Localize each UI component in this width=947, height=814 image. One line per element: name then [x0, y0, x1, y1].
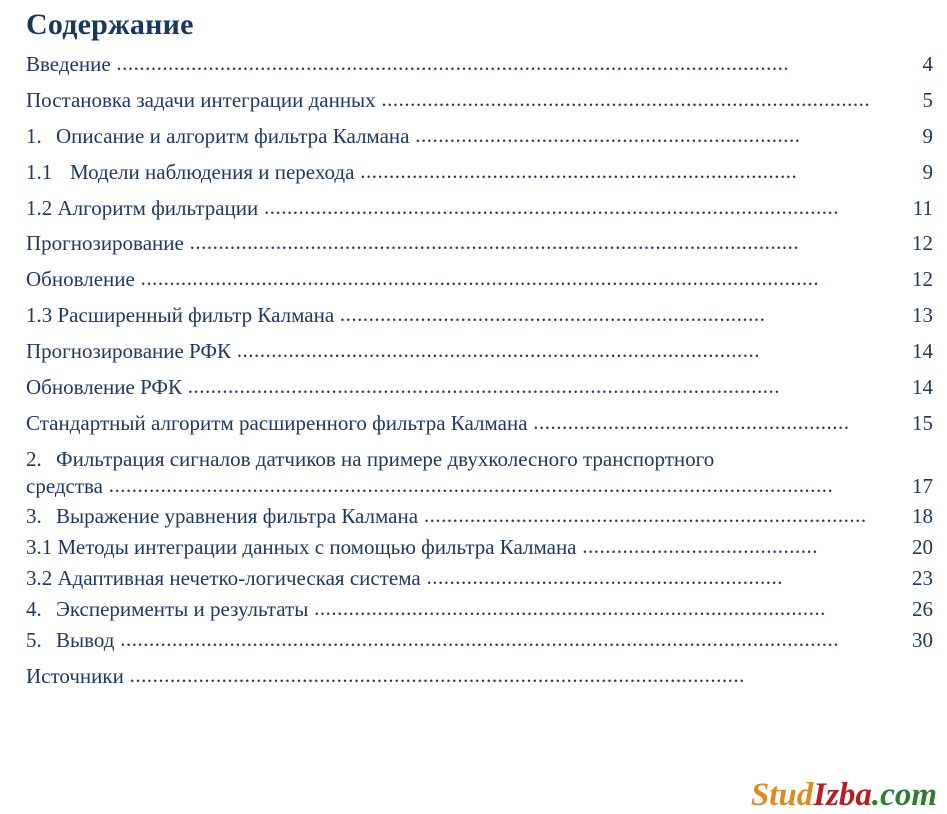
toc-leader: .............................................................................................................................	[114, 626, 839, 651]
toc-page-number: 13	[912, 303, 933, 328]
toc-page-number: 14	[912, 339, 933, 363]
toc-entry-number: 5.	[26, 627, 42, 652]
toc-leader: ..........................................................................	[334, 302, 766, 327]
toc-entry-ekf-prediction[interactable]	[0, 338, 947, 365]
toc-entry-label: Источники	[26, 663, 124, 688]
toc-page-number: 12	[912, 231, 933, 256]
watermark-studizba	[751, 779, 937, 812]
toc-entry-kalman-equation[interactable]	[0, 503, 947, 530]
toc-leader: ....................................................................................................	[258, 194, 840, 219]
watermark-part-stud: Stud	[750, 777, 814, 813]
toc-entry-data-integration-methods[interactable]	[0, 534, 947, 561]
toc-entry-label: Стандартный алгоритм расширенного фильтра Калмана	[26, 410, 528, 435]
toc-leader: ...........................................................................................................	[123, 662, 745, 687]
toc-page-number: 20	[912, 535, 933, 560]
toc-page-number: 18	[912, 504, 933, 529]
toc-page-number: 12	[912, 267, 933, 292]
toc-entry-label: Эксперименты и результаты	[56, 597, 309, 621]
toc-leader: ..........................................................................................................	[183, 230, 800, 255]
toc-page-number: 5	[922, 87, 933, 112]
toc-page-number: 14	[912, 374, 933, 399]
toc-entry-prediction[interactable]	[0, 230, 947, 257]
toc-entry-label-line2: средства	[26, 473, 104, 498]
toc-leader: ..............................................................	[420, 565, 783, 590]
toc-page-number: 9	[922, 159, 933, 184]
toc-leader: .......................................................	[527, 409, 850, 434]
watermark-part-com: .com	[871, 777, 937, 813]
toc-entry-label: Описание и алгоритм фильтра Калмана	[56, 123, 410, 148]
toc-entry-update[interactable]	[0, 266, 947, 293]
toc-leader: ...................................................................	[409, 122, 801, 147]
toc-leader: ...........................................................................................	[230, 338, 760, 362]
toc-entry-number: 1.1	[26, 159, 53, 184]
toc-entry-filtering-algorithm[interactable]	[0, 195, 947, 222]
toc-page	[0, 8, 947, 814]
toc-entry-sensor-filtering[interactable]	[0, 446, 947, 500]
toc-leader: .........................................................................................	[308, 596, 826, 620]
toc-entry-label: Модели наблюдения и перехода	[70, 159, 355, 184]
toc-entry-conclusion[interactable]	[0, 627, 947, 654]
toc-entry-label: 3.2 Адаптивная нечетко-логическая система	[26, 566, 421, 591]
toc-entry-label: Вывод	[56, 627, 115, 652]
toc-entry-standard-ekf-algorithm[interactable]	[0, 410, 947, 437]
toc-page-number: 23	[912, 566, 933, 591]
toc-entry-label: Прогнозирование	[26, 231, 184, 256]
toc-leader: .....................................................................................	[375, 86, 871, 111]
toc-page-number: 17	[912, 473, 933, 498]
toc-entry-label: Обновление РФК	[26, 374, 182, 399]
toc-entry-kalman-description[interactable]	[0, 123, 947, 150]
toc-entry-number: 2.	[26, 446, 42, 471]
toc-leader: ............................................................................	[354, 158, 798, 183]
toc-leader: .........................................	[576, 534, 819, 559]
toc-entry-sources[interactable]	[0, 663, 947, 690]
toc-list	[0, 51, 947, 690]
toc-page-number: 9	[922, 123, 933, 148]
toc-entry-label: Выражение уравнения фильтра Калмана	[56, 504, 419, 529]
toc-entry-label: 1.2 Алгоритм фильтрации	[26, 195, 259, 220]
toc-entry-extended-kalman[interactable]	[0, 302, 947, 329]
toc-entry-label: Постановка задачи интеграции данных	[26, 87, 376, 112]
toc-page-number: 4	[922, 52, 933, 76]
toc-entry-label: Введение	[26, 52, 111, 76]
page-title: Содержание	[26, 8, 194, 41]
toc-entry-label: Фильтрация сигналов датчиков на примере двухколесного транспортного	[56, 446, 715, 471]
toc-entry-experiments[interactable]	[0, 596, 947, 623]
toc-entry-number: 4.	[26, 597, 42, 621]
toc-entry-adaptive-fuzzy-system[interactable]	[0, 565, 947, 592]
toc-page-number: 30	[912, 627, 933, 652]
toc-entry-introduction[interactable]	[0, 51, 947, 78]
toc-entry-label: Обновление	[26, 267, 135, 292]
toc-leader: ......................................................................................................................	[134, 266, 820, 291]
toc-entry-observation-models[interactable]	[0, 159, 947, 186]
toc-page-number: 26	[912, 597, 933, 621]
toc-entry-label: 3.1 Методы интеграции данных с помощью фильтра Калмана	[26, 535, 577, 560]
toc-leader: .......................................................................................................	[182, 373, 780, 398]
toc-page-number: 11	[912, 195, 933, 220]
toc-entry-number: 3.	[26, 504, 42, 529]
toc-leader: ..............................................................................................................................	[103, 472, 834, 497]
toc-entry-ekf-update[interactable]	[0, 374, 947, 401]
toc-leader: .....................................................................................................................	[110, 51, 790, 75]
toc-page-number: 15	[912, 410, 933, 435]
watermark-part-izba: Izba	[813, 777, 872, 813]
toc-entry-number: 1.	[26, 123, 42, 148]
toc-leader: .............................................................................	[418, 503, 867, 528]
toc-entry-problem-statement[interactable]	[0, 87, 947, 114]
toc-entry-label: Прогнозирование РФК	[26, 339, 231, 363]
toc-entry-label: 1.3 Расширенный фильтр Калмана	[26, 303, 335, 328]
